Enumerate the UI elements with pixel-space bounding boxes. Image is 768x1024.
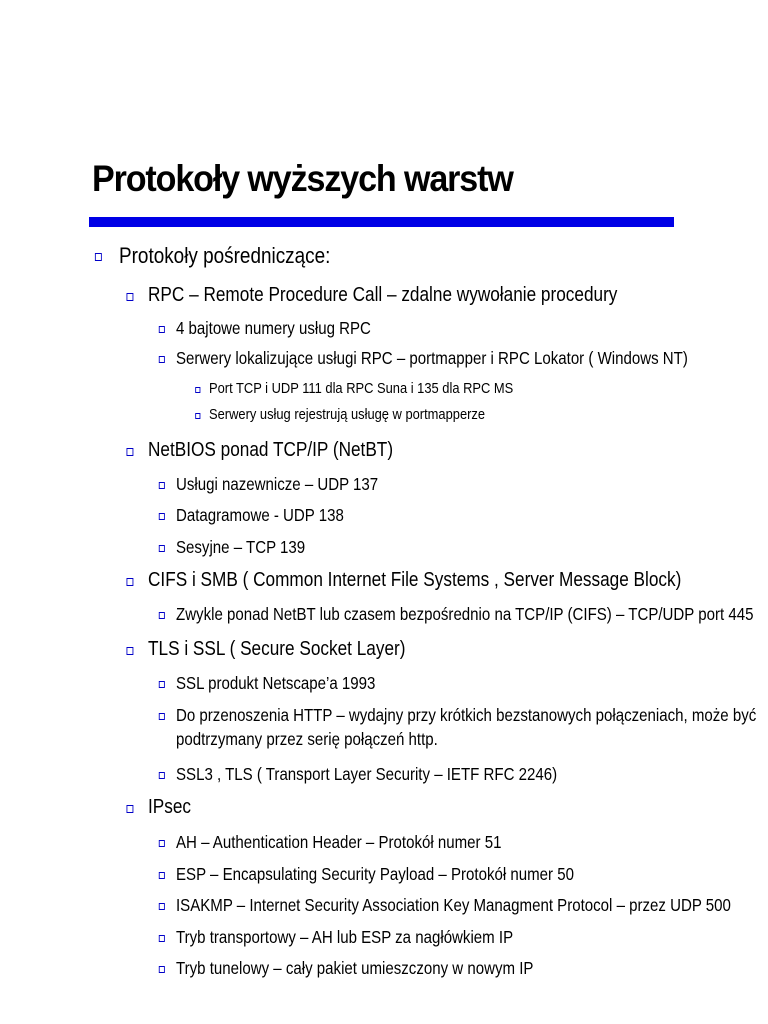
list-item-text: Datagramowe - UDP 138 <box>176 505 344 525</box>
square-bullet-icon <box>195 413 200 419</box>
list-item <box>176 705 756 753</box>
list-item <box>176 832 501 853</box>
list-item-text: Sesyjne – TCP 139 <box>176 537 306 557</box>
list-item <box>176 505 344 526</box>
list-item <box>176 604 753 625</box>
list-item-netbios <box>148 439 393 462</box>
list-item-root <box>119 243 330 269</box>
square-bullet-icon <box>159 840 165 847</box>
list-item <box>176 895 731 916</box>
square-bullet-icon <box>159 545 165 552</box>
list-item-text: ESP – Encapsulating Security Payload – Protokół numer 50 <box>176 864 574 884</box>
list-item-text: CIFS i SMB ( Common Internet File Systems , Server Message Block) <box>148 569 682 591</box>
list-item-text: Port TCP i UDP 111 dla RPC Suna i 135 dla RPC MS <box>209 380 514 397</box>
list-item <box>176 673 375 694</box>
square-bullet-icon <box>159 935 165 942</box>
list-item <box>176 764 557 785</box>
square-bullet-icon <box>159 513 165 520</box>
list-item-text: SSL3 , TLS ( Transport Layer Security – IETF RFC 2246) <box>176 764 558 784</box>
square-bullet-icon <box>159 482 165 489</box>
square-bullet-icon <box>159 713 165 720</box>
list-item-text: Protokoły pośredniczące: <box>119 243 331 268</box>
square-bullet-icon <box>127 293 134 301</box>
list-item-text: NetBIOS ponad TCP/IP (NetBT) <box>148 439 394 461</box>
square-bullet-icon <box>127 448 134 456</box>
list-item-text: Do przenoszenia HTTP – wydajny przy krótkich bezstanowych połączeniach, może być <box>176 705 757 725</box>
square-bullet-icon <box>159 356 165 363</box>
square-bullet-icon <box>159 872 165 879</box>
square-bullet-icon <box>159 966 165 973</box>
list-item-cifs <box>148 569 681 592</box>
square-bullet-icon <box>159 903 165 910</box>
square-bullet-icon <box>127 647 134 655</box>
list-item-text: RPC – Remote Procedure Call – zdalne wywołanie procedury <box>148 284 618 306</box>
square-bullet-icon <box>127 578 134 586</box>
list-item-text: Tryb tunelowy – cały pakiet umieszczony w nowym IP <box>176 958 534 978</box>
list-item-text: ISAKMP – Internet Security Association Key Managment Protocol – przez UDP 500 <box>176 895 731 915</box>
list-item-text: Serwery usług rejestrują usługę w portmapperze <box>209 406 486 423</box>
list-item <box>176 318 371 339</box>
list-item-text: Usługi nazewnicze – UDP 137 <box>176 474 379 494</box>
list-item <box>209 406 485 423</box>
square-bullet-icon <box>159 326 165 333</box>
list-item-text: Tryb transportowy – AH lub ESP za nagłówkiem IP <box>176 927 514 947</box>
list-item <box>176 927 513 948</box>
list-item <box>176 958 533 979</box>
list-item-text: AH – Authentication Header – Protokół numer 51 <box>176 832 502 852</box>
slide-title: Protokoły wyższych warstw <box>92 158 513 199</box>
title-underline <box>89 217 674 227</box>
list-item <box>176 537 305 558</box>
square-bullet-icon <box>159 681 165 688</box>
list-item-text: IPsec <box>148 796 192 818</box>
square-bullet-icon <box>159 772 165 779</box>
list-item-rpc <box>148 284 617 307</box>
list-item <box>209 380 513 397</box>
list-item-tls <box>148 638 405 661</box>
list-item-text: Serwery lokalizujące usługi RPC – portmapper i RPC Lokator ( Windows NT) <box>176 348 688 368</box>
square-bullet-icon <box>95 253 102 261</box>
list-item-text: SSL produkt Netscape’a 1993 <box>176 673 376 693</box>
list-item <box>176 348 688 369</box>
list-item-text: 4 bajtowe numery usług RPC <box>176 318 371 338</box>
square-bullet-icon <box>195 387 200 393</box>
list-item <box>176 864 574 885</box>
list-item-continuation: podtrzymany przez serię połączeń http. <box>176 729 438 749</box>
list-item <box>176 474 378 495</box>
list-item-ipsec <box>148 796 191 819</box>
list-item-text: TLS i SSL ( Secure Socket Layer) <box>148 638 406 660</box>
square-bullet-icon <box>159 612 165 619</box>
list-item-text: Zwykle ponad NetBT lub czasem bezpośrednio na TCP/IP (CIFS) – TCP/UDP port 445 <box>176 604 754 624</box>
square-bullet-icon <box>127 805 134 813</box>
